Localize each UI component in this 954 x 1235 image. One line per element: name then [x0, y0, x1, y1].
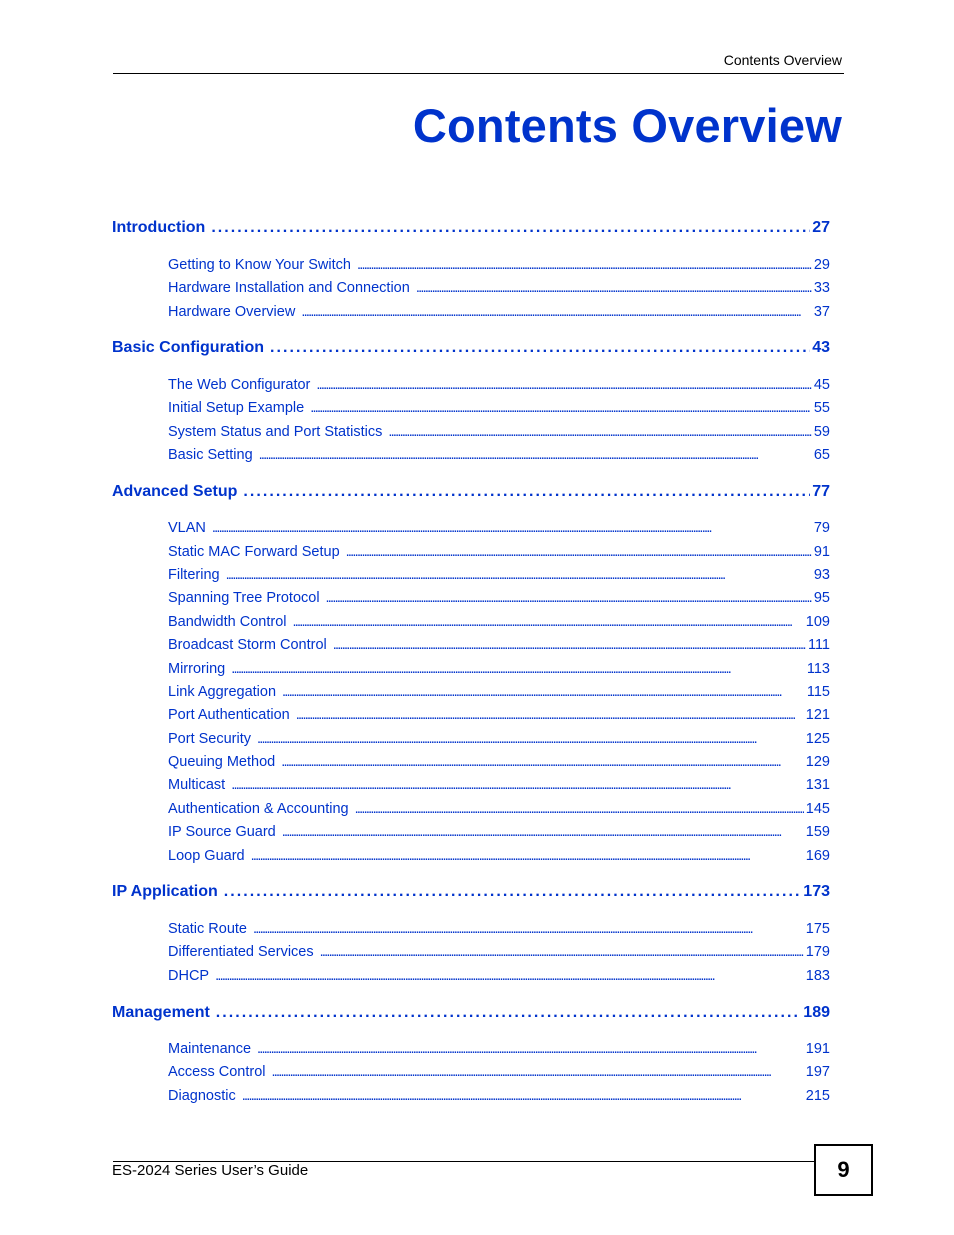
toc-leader-dots — [326, 590, 812, 606]
toc-page-number: 129 — [805, 754, 830, 770]
toc-section-vlan[interactable] — [168, 520, 830, 538]
toc-section-initial-setup-example[interactable] — [168, 400, 830, 418]
toc-page-number: 121 — [805, 707, 830, 723]
toc-section-title: Access Control — [168, 1064, 266, 1080]
toc-page-number: 59 — [813, 424, 830, 440]
toc-section-title: Mirroring — [168, 661, 226, 677]
toc-leader-dots — [257, 731, 804, 747]
toc-section-basic-setting[interactable] — [168, 447, 830, 465]
toc-leader-dots — [357, 257, 812, 273]
toc-leader-dots — [282, 684, 805, 700]
toc-leader-dots — [257, 1041, 804, 1057]
toc-page-number: 159 — [805, 824, 830, 840]
page-title: Contents Overview — [412, 99, 842, 152]
toc-page-number: 125 — [805, 731, 830, 747]
toc-page-number: 109 — [805, 614, 830, 630]
toc-leader-dots — [231, 777, 804, 793]
toc-leader-dots — [259, 447, 812, 463]
toc-leader-dots — [224, 883, 802, 901]
toc-leader-dots — [416, 280, 812, 296]
toc-section-title: VLAN — [168, 520, 206, 536]
toc-section-title: Filtering — [168, 567, 220, 583]
toc-leader-dots — [310, 400, 812, 416]
toc-section-title: Spanning Tree Protocol — [168, 590, 320, 606]
toc-section-filtering[interactable] — [168, 567, 830, 585]
toc-section-system-status[interactable] — [168, 424, 830, 442]
toc-section-queuing-method[interactable] — [168, 754, 830, 772]
toc-leader-dots — [293, 614, 804, 630]
toc-section-hardware-installation[interactable] — [168, 280, 830, 298]
toc-chapter-title: Basic Configuration — [112, 339, 265, 356]
toc-page-number: 115 — [806, 684, 830, 700]
toc-section-title: Multicast — [168, 777, 226, 793]
toc-page-number: 191 — [805, 1041, 830, 1057]
toc-page-number: 179 — [805, 944, 830, 960]
toc-leader-dots — [251, 848, 804, 864]
toc-section-mirroring[interactable] — [168, 661, 830, 679]
toc-page-number: 65 — [813, 447, 830, 463]
toc-page-number: 93 — [813, 567, 830, 583]
toc-section-title: Diagnostic — [168, 1088, 236, 1104]
running-header: Contents Overview — [723, 52, 842, 68]
toc-leader-dots — [226, 567, 812, 583]
toc-section-title: Port Security — [168, 731, 251, 747]
toc-section-title: Bandwidth Control — [168, 614, 287, 630]
toc-section-bandwidth-control[interactable] — [168, 614, 830, 632]
toc-page-number: 173 — [803, 883, 830, 900]
toc-page-number: 77 — [812, 483, 830, 500]
toc-section-title: Differentiated Services — [168, 944, 314, 960]
toc-page-number: 113 — [806, 661, 830, 677]
toc-section-title: Initial Setup Example — [168, 400, 305, 416]
toc-page-number: 37 — [813, 304, 830, 320]
toc-section-title: DHCP — [168, 968, 210, 984]
toc-section-port-security[interactable] — [168, 731, 830, 749]
toc-section-title: Static MAC Forward Setup — [168, 544, 340, 560]
toc-leader-dots — [296, 707, 804, 723]
toc-leader-dots — [231, 661, 805, 677]
toc-section-multicast[interactable] — [168, 777, 830, 795]
toc-section-port-authentication[interactable] — [168, 707, 830, 725]
toc-section-getting-to-know-your-switch[interactable] — [168, 257, 830, 275]
toc-section-web-configurator[interactable] — [168, 377, 830, 395]
toc-section-title: Hardware Overview — [168, 304, 296, 320]
toc-chapter-title: IP Application — [112, 883, 218, 900]
toc-section-dhcp[interactable] — [168, 968, 830, 986]
toc-page-number: 55 — [813, 400, 830, 416]
toc-leader-dots — [301, 304, 812, 320]
toc-section-title: Broadcast Storm Control — [168, 637, 327, 653]
toc-leader-dots — [212, 520, 812, 536]
toc-page-number: 95 — [813, 590, 830, 606]
toc-section-loop-guard[interactable] — [168, 848, 830, 866]
toc-leader-dots — [215, 968, 804, 984]
toc-page-number: 189 — [803, 1004, 830, 1021]
toc-section-title: Link Aggregation — [168, 684, 277, 700]
toc-page-number: 111 — [807, 637, 830, 653]
toc-section-title: Static Route — [168, 921, 247, 937]
toc-section-link-aggregation[interactable] — [168, 684, 830, 702]
toc-section-title: Maintenance — [168, 1041, 252, 1057]
toc-chapter-title: Advanced Setup — [112, 483, 238, 500]
toc-leader-dots — [316, 377, 811, 393]
toc-page-number: 175 — [805, 921, 830, 937]
toc-section-title: Getting to Know Your Switch — [168, 257, 351, 273]
toc-section-title: System Status and Port Statistics — [168, 424, 383, 440]
toc-section-access-control[interactable] — [168, 1064, 830, 1082]
toc-leader-dots — [242, 1088, 804, 1104]
toc-section-hardware-overview[interactable] — [168, 304, 830, 322]
toc-section-title: Authentication & Accounting — [168, 801, 349, 817]
toc-leader-dots — [282, 824, 804, 840]
toc-leader-dots — [333, 637, 806, 653]
toc-leader-dots — [243, 483, 810, 501]
toc-chapter-ip-application[interactable] — [112, 883, 830, 903]
toc-section-authentication-accounting[interactable] — [168, 801, 830, 819]
toc-section-title: IP Source Guard — [168, 824, 276, 840]
toc-section-static-mac-forward[interactable] — [168, 544, 830, 562]
toc-page-number: 33 — [813, 280, 830, 296]
toc-section-differentiated-services[interactable] — [168, 944, 830, 962]
toc-leader-dots — [253, 921, 804, 937]
footer-guide-name: ES-2024 Series User’s Guide — [112, 1162, 309, 1179]
toc-section-title: Queuing Method — [168, 754, 276, 770]
toc-page-number: 27 — [812, 219, 830, 236]
toc-leader-dots — [388, 424, 811, 440]
toc-leader-dots — [281, 754, 804, 770]
toc-page-number: 215 — [805, 1088, 830, 1104]
toc-leader-dots — [216, 1004, 802, 1022]
toc-section-maintenance[interactable] — [168, 1041, 830, 1059]
toc-page-number: 197 — [805, 1064, 830, 1080]
toc-section-title: The Web Configurator — [168, 377, 311, 393]
toc-leader-dots — [346, 544, 812, 560]
toc-leader-dots — [272, 1064, 804, 1080]
toc-page-number: 183 — [805, 968, 830, 984]
toc-chapter-introduction[interactable] — [112, 219, 830, 239]
toc-page-number: 29 — [813, 257, 830, 273]
toc-section-title: Loop Guard — [168, 848, 245, 864]
toc-page-number: 79 — [813, 520, 830, 536]
toc-chapter-title: Management — [112, 1004, 210, 1021]
toc-chapter-basic-configuration[interactable] — [112, 339, 830, 359]
toc-page-number: 45 — [813, 377, 830, 393]
page-number-box: 9 — [814, 1144, 873, 1196]
toc-leader-dots — [211, 219, 810, 237]
toc-section-title: Basic Setting — [168, 447, 253, 463]
toc-leader-dots — [320, 944, 804, 960]
toc-page-number: 169 — [805, 848, 830, 864]
toc-chapter-advanced-setup[interactable] — [112, 483, 830, 503]
toc-leader-dots — [355, 801, 804, 817]
toc-section-title: Hardware Installation and Connection — [168, 280, 410, 296]
toc-page-number: 131 — [805, 777, 830, 793]
toc-chapter-title: Introduction — [112, 219, 206, 236]
toc-leader-dots — [270, 339, 810, 357]
toc-section-diagnostic[interactable] — [168, 1088, 830, 1106]
toc-section-title: Port Authentication — [168, 707, 290, 723]
toc-page-number: 91 — [813, 544, 830, 560]
header-rule — [113, 73, 844, 74]
toc-page-number: 43 — [812, 339, 830, 356]
toc-section-spanning-tree[interactable] — [168, 590, 830, 608]
toc-page-number: 145 — [805, 801, 830, 817]
toc-chapter-management[interactable] — [112, 1004, 830, 1024]
toc-section-static-route[interactable] — [168, 921, 830, 939]
toc-section-ip-source-guard[interactable] — [168, 824, 830, 842]
toc-section-broadcast-storm[interactable] — [168, 637, 830, 655]
